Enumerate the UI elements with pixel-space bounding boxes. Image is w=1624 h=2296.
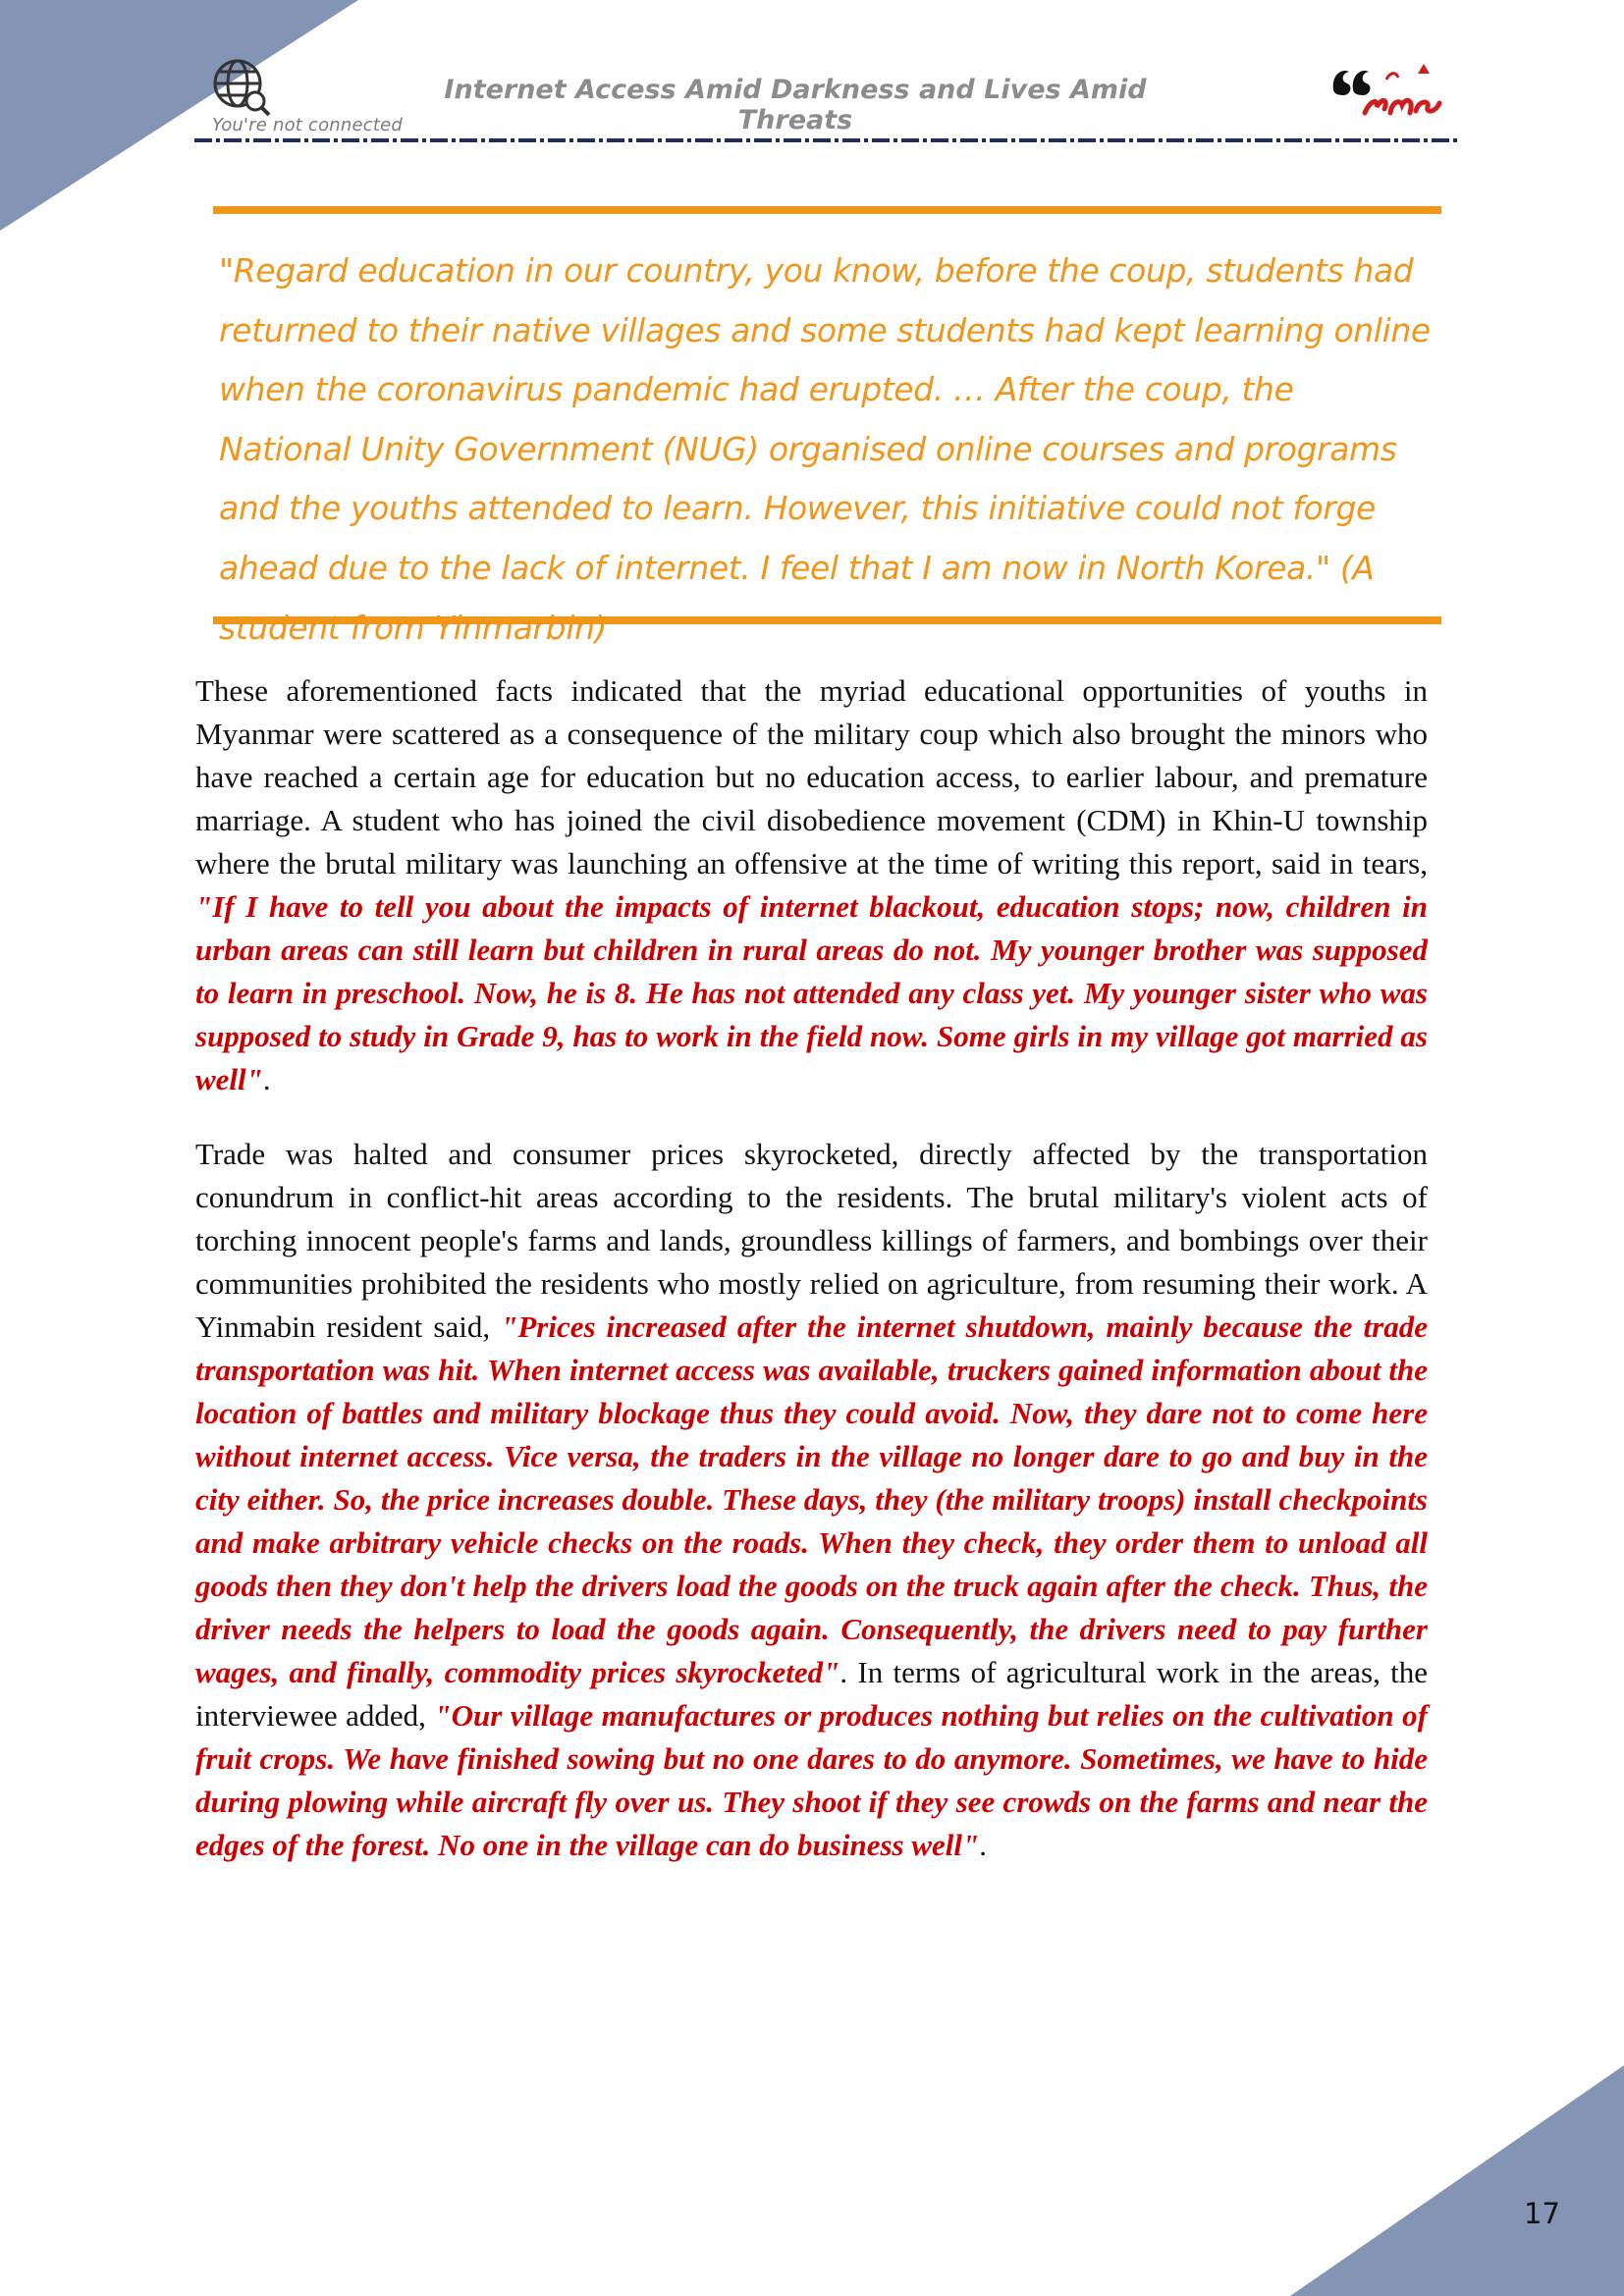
paragraph-text: These aforementioned facts indicated that the myriad educational opportunities of youths in Myanmar were scattered as a consequence of the military coup which also brought the minors who have reached a certain age for education but no education access, to earlier labour, and premature marriage. A student who has joined the civil disobedience movement (CDM) in Khin-U township where the brutal military was launching an offensive at the time of writing this report, said in tears, (195, 673, 1428, 881)
pull-quote (213, 206, 1441, 647)
paragraph-text: . (262, 1062, 271, 1096)
paragraph-text: . (979, 1828, 987, 1862)
testimony-quote: "Prices increased after the internet shutdown, mainly because the trade transportation was hit. When internet access was available, truckers gained information about the location of battles and military blockage thus they could avoid. Now, they dare not to come here without internet access. Vice versa, the traders in the village no longer dare to go and buy in the city either. So, the price increases double. These days, they (the military troops) install checkpoints and make arbitrary vehicle checks on the roads. When they check, they order them to unload all goods then they don't help the drivers load the goods on the truck again after the check. Thus, the driver needs the helpers to load the goods again. Consequently, the drivers need to pay further wages, and finally, commodity prices skyrocketed" (195, 1309, 1428, 1689)
connection-status: You're not connected (212, 115, 404, 135)
header-divider (194, 135, 1459, 145)
athan-logo-icon (1327, 54, 1447, 123)
page-number: 17 (1524, 2197, 1560, 2230)
corner-decoration-bottom-right (1290, 2065, 1624, 2296)
paragraph-trade (195, 1133, 1428, 1867)
globe-search-icon (211, 57, 272, 118)
testimony-quote: "Our village manufactures or produces nothing but relies on the cultivation of fruit crops. We have finished sowing but no one dares to do anymore. Sometimes, we have to hide during plowing while aircraft fly over us. They shoot if they see crowds on the farms and near the edges of the forest. No one in the village can do business well" (195, 1698, 1428, 1862)
header-title: Internet Access Amid Darkness and Lives Amid Threats (444, 75, 1147, 135)
paragraph-education (195, 669, 1428, 1101)
pull-quote-text: "Regard education in our country, you know, before the coup, students had returned to their native villages and some students had kept learning online when the coronavirus pandemic had erupted. … After the coup, the National Unity Government (NUG) organised online courses and programs and the youths attended to learn. However, this initiative could not forge ahead due to the lack of internet. I feel that I am now in North Korea." (A student from Yinmarbin) (219, 251, 1431, 647)
testimony-quote: "If I have to tell you about the impacts of internet blackout, education stops; now, children in urban areas can still learn but children in rural areas do not. My younger brother was supposed to learn in preschool. Now, he is 8. He has not attended any class yet. My younger sister who was supposed to study in Grade 9, has to work in the field now. Some girls in my village got married as well" (195, 889, 1428, 1096)
paragraph-text: . In terms of agricultural work in the areas, the interviewee added, (195, 1655, 1428, 1733)
paragraph-text: Trade was halted and consumer prices skyrocketed, directly affected by the transportation conundrum in conflict-hit areas according to the residents. The brutal military's violent acts of torching innocent people's farms and lands, groundless killings of farmers, and bombings over their communities prohibited the residents who mostly relied on agriculture, from resuming their work. A Yinmabin resident said, (195, 1137, 1428, 1344)
